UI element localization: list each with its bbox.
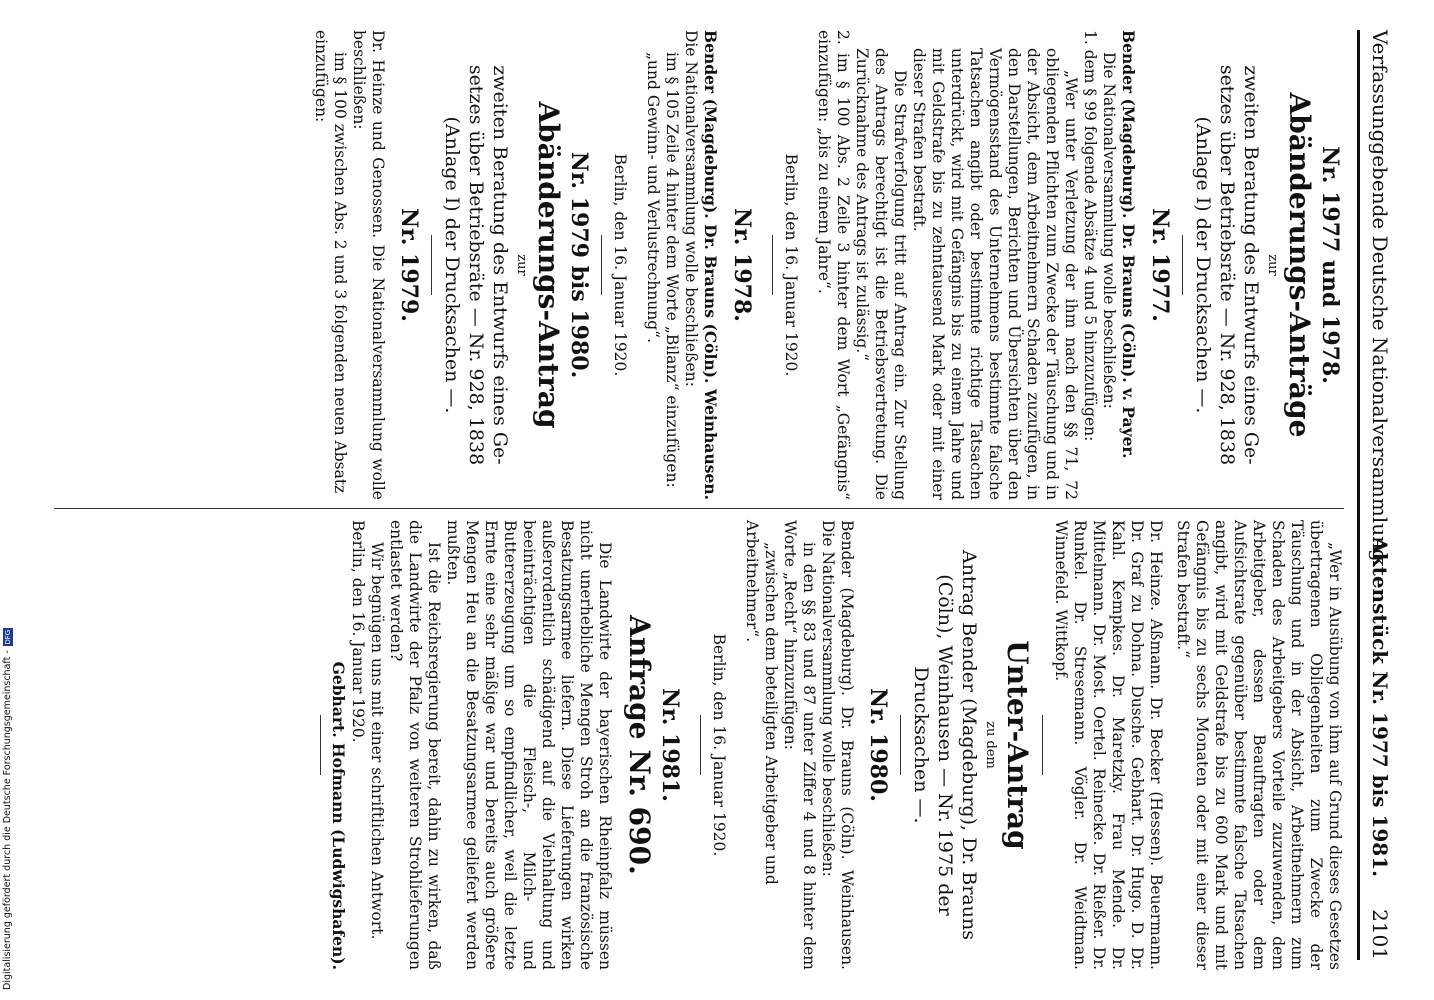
section-2-subtitle-1: zweiten Beratung des Entwurfs eines Ge- [489,65,511,465]
sub-motion-zu: zu dem [983,721,998,769]
divider [700,715,701,775]
divider [601,235,602,295]
section-subtitle-1: zweiten Beratung des Entwurfs eines Ge- [1240,65,1262,465]
motion-1979-item: im § 100 zwischen Abs. 2 und 3 folgenden neuen Absatz einzufügen: [312,30,349,494]
inquiry-1981-number: Nr. 1981. [657,688,683,802]
inquiry-title: Anfrage Nr. 690. [623,615,656,875]
sub-motion-subtitle-1: Antrag Bender (Magdeburg), Dr. Brauns [958,550,980,940]
header-rule [1357,30,1360,960]
inquiry-signature: Gebhart. Hofmann (Ludwigshafen). [329,661,348,970]
motion-1977-quote-2: Die Strafverfolgung tritt auf Antrag ein. Zur Stellung des Antrags berechtigt ist die Betriebsvertretung. Die Zurücknahme des Antrags ist zulässig.“ [853,48,909,500]
section-2-subtitle-3: (Anlage I) der Drucksachen —. [441,116,463,414]
section-number: Nr. 1977 und 1978. [1317,146,1343,384]
inquiry-paragraph-3: Wir begnügen uns mit einer schriftlichen Antwort. [368,542,386,940]
motion-1978-authors-text: Bender (Magdeburg). Dr. Brauns (Cöln). Weinhausen. [701,30,720,500]
motion-1978-authors [681,30,720,500]
inquiry-date: Berlin, den 16. Januar 1920. [349,520,367,743]
right-column [312,520,1344,970]
dfg-logo-icon: DFG [3,629,12,645]
motion-1980-item: in den §§ 83 und 87 unter Ziffer 4 und 8 hinter dem Worte „Recht“ hinzuzufügen: [781,520,818,970]
header-title: Verfassunggebende Deutsche Nationalversammlung. [1368,30,1392,569]
section-2-subtitle-2: setzes über Betriebsräte — Nr. 928, 1838 [465,64,487,466]
motion-1977-authors [1118,30,1138,500]
section-2-zur: zur [514,254,529,276]
motion-1977-intro: Die Nationalversammlung wolle beschließen: [1100,52,1118,409]
running-header [1362,30,1396,960]
section-title: Abänderungs-Anträge [1283,92,1316,438]
divider [431,235,432,295]
signer-list: Dr. Heinze. Aßmann. Dr. Becker (Hessen). Beuermann. Dr. Graf zu Dohna. Dusche. Gebhart. Dr. Hugo. D. Dr. Kahl. Kempkes. Dr. Maretzky. Frau Mende. Dr. Mittelmann. Dr. Most. Oertel. Reinecke. Dr. Rießer. Dr. Runkel. Dr. Stresemann. Vögler. Dr. Weidtman. Winnefeld. Wittkopf. [1052,520,1165,970]
header-document-ref [1368,537,1392,960]
divider [772,235,773,295]
funding-footer [2,628,13,990]
sub-motion-title: Unter-Antrag [1001,640,1034,850]
motion-1977-item-2: 2. im § 100 Abs. 2 Zeile 3 hinter dem Wort „Gefängnis“ einzufügen: „bis zu einem Jahre“. [815,30,852,500]
motion-1977-date: Berlin, den 16. Januar 1920. [782,153,800,377]
divider [1042,715,1043,775]
section-subtitle-2: setzes über Betriebsräte — Nr. 928, 1838 [1216,64,1238,466]
section-zur: zur [1265,254,1280,276]
motion-1977-number: Nr. 1977. [1147,208,1173,322]
motion-1979-number: Nr. 1979. [396,208,422,322]
motion-1977-item-1: 1. dem § 99 folgende Absätze 4 und 5 hinzuzufügen: [1081,30,1099,442]
divider [900,715,901,775]
column-separator [54,508,1344,509]
section-2-number: Nr. 1979 bis 1980. [566,151,592,379]
sub-motion-subtitle-3: Drucksachen —. [910,666,932,824]
divider [320,715,321,775]
motion-1977-authors-text: Bender (Magdeburg). Dr. Brauns (Cöln). v. Payer. [1119,30,1138,459]
motion-1978-intro: Die Nationalversammlung wolle beschließen: [682,30,700,387]
motion-1979-text: Dr. Heinze und Genossen. Die Nationalversammlung wolle beschließen: [350,30,387,500]
inquiry-paragraph-2: Ist die Reichsregierung bereit, dahin zu wirken, daß die Landwirte der Pfalz von weiteren Strohlieferungen entlastet werden? [387,520,443,970]
motion-1980-text: Bender (Magdeburg). Dr. Brauns (Cöln). Weinhausen. Die Nationalversammlung wolle beschließen: [819,520,856,970]
sub-motion-subtitle-2: (Cöln), Weinhausen — Nr. 1975 der [934,574,956,916]
motion-1978-number: Nr. 1978. [729,208,755,322]
left-column [311,30,1344,500]
motion-1978-date: Berlin, den 16. Januar 1920. [611,153,629,377]
header-ref-text: Aktenstück Nr. 1977 bis 1981. [1368,537,1392,878]
motion-1980-date: Berlin, den 16. Januar 1920. [710,633,728,857]
section-2-title: Abänderungs-Antrag [532,101,565,429]
divider [1182,235,1183,295]
motion-1978-quote: „und Gewinn- und Verlustrechnung“. [644,52,662,344]
motion-1980-number: Nr. 1980. [865,688,891,802]
motion-1978-text: im § 105 Zeile 4 hinter dem Worte „Bilanz“ einzufügen: [663,52,681,488]
page-number: 2101 [1368,909,1392,960]
footer-text: Digitalisierung gefördert durch die Deutsche Forschungsgemeinschaft - [2,650,13,990]
section-subtitle-3: (Anlage I) der Drucksachen —. [1192,116,1214,414]
inquiry-paragraph-1: Die Landwirte der bayerischen Rheinpfalz müssen nicht unerhebliche Mengen Stroh an die französische Besatzungsarmee liefern. Diese Lieferungen wirken außerordentlich schädigend auf die Viehhaltung und beeinträchtigen die Fleisch-, Milch- und Buttererzeugung um so empfindlicher, weil die letzte Ernte eine sehr mäßige war und bereits auch größere Mengen Heu an die Besatzungsarmee geliefert werden mußten. [444,520,614,970]
motion-1977-quote: „Wer unter Verletzung der ihm nach den §§ 71, 72 obliegenden Pflichten zum Zwecke der Täuschung und in der Absicht, dem Arbeitnehmern Schaden zuzufügen, in den Darstellungen, Berichten und Übersichten über den Vermögensstand des Unternehmens bestimmte falsche Tatsachen angibt oder bestimmte richtige Tatsachen unterdrückt, wird mit Gefängnis bis zu einem Jahre und mit Geldstrafe bis zu zehntausend Mark oder mit einer dieser Strafen bestraft. [910,48,1080,500]
motion-1980-quote: „zwischen dem beteiligten Arbeitgeber und Arbeitnehmer“. [743,520,780,885]
motion-1979-quote: „Wer in Ausübung von ihm auf Grund dieses Gesetzes übertragenen Obliegenheiten zum Zwecke der Täuschung und in der Absicht, Arbeitnehmern zum Schaden des Arbeitgebers Vorteile zuzuwenden, dem Arbeitgeber, dessen Beauftragten oder dem Aufsichtsrate gegenüber bestimmte falsche Tatsachen angibt, wird mit Geldstrafe bis zu 600 Mark und mit Gefängnis bis zu sechs Monaten oder mit einer dieser Strafen bestraft.“ [1174,520,1344,970]
